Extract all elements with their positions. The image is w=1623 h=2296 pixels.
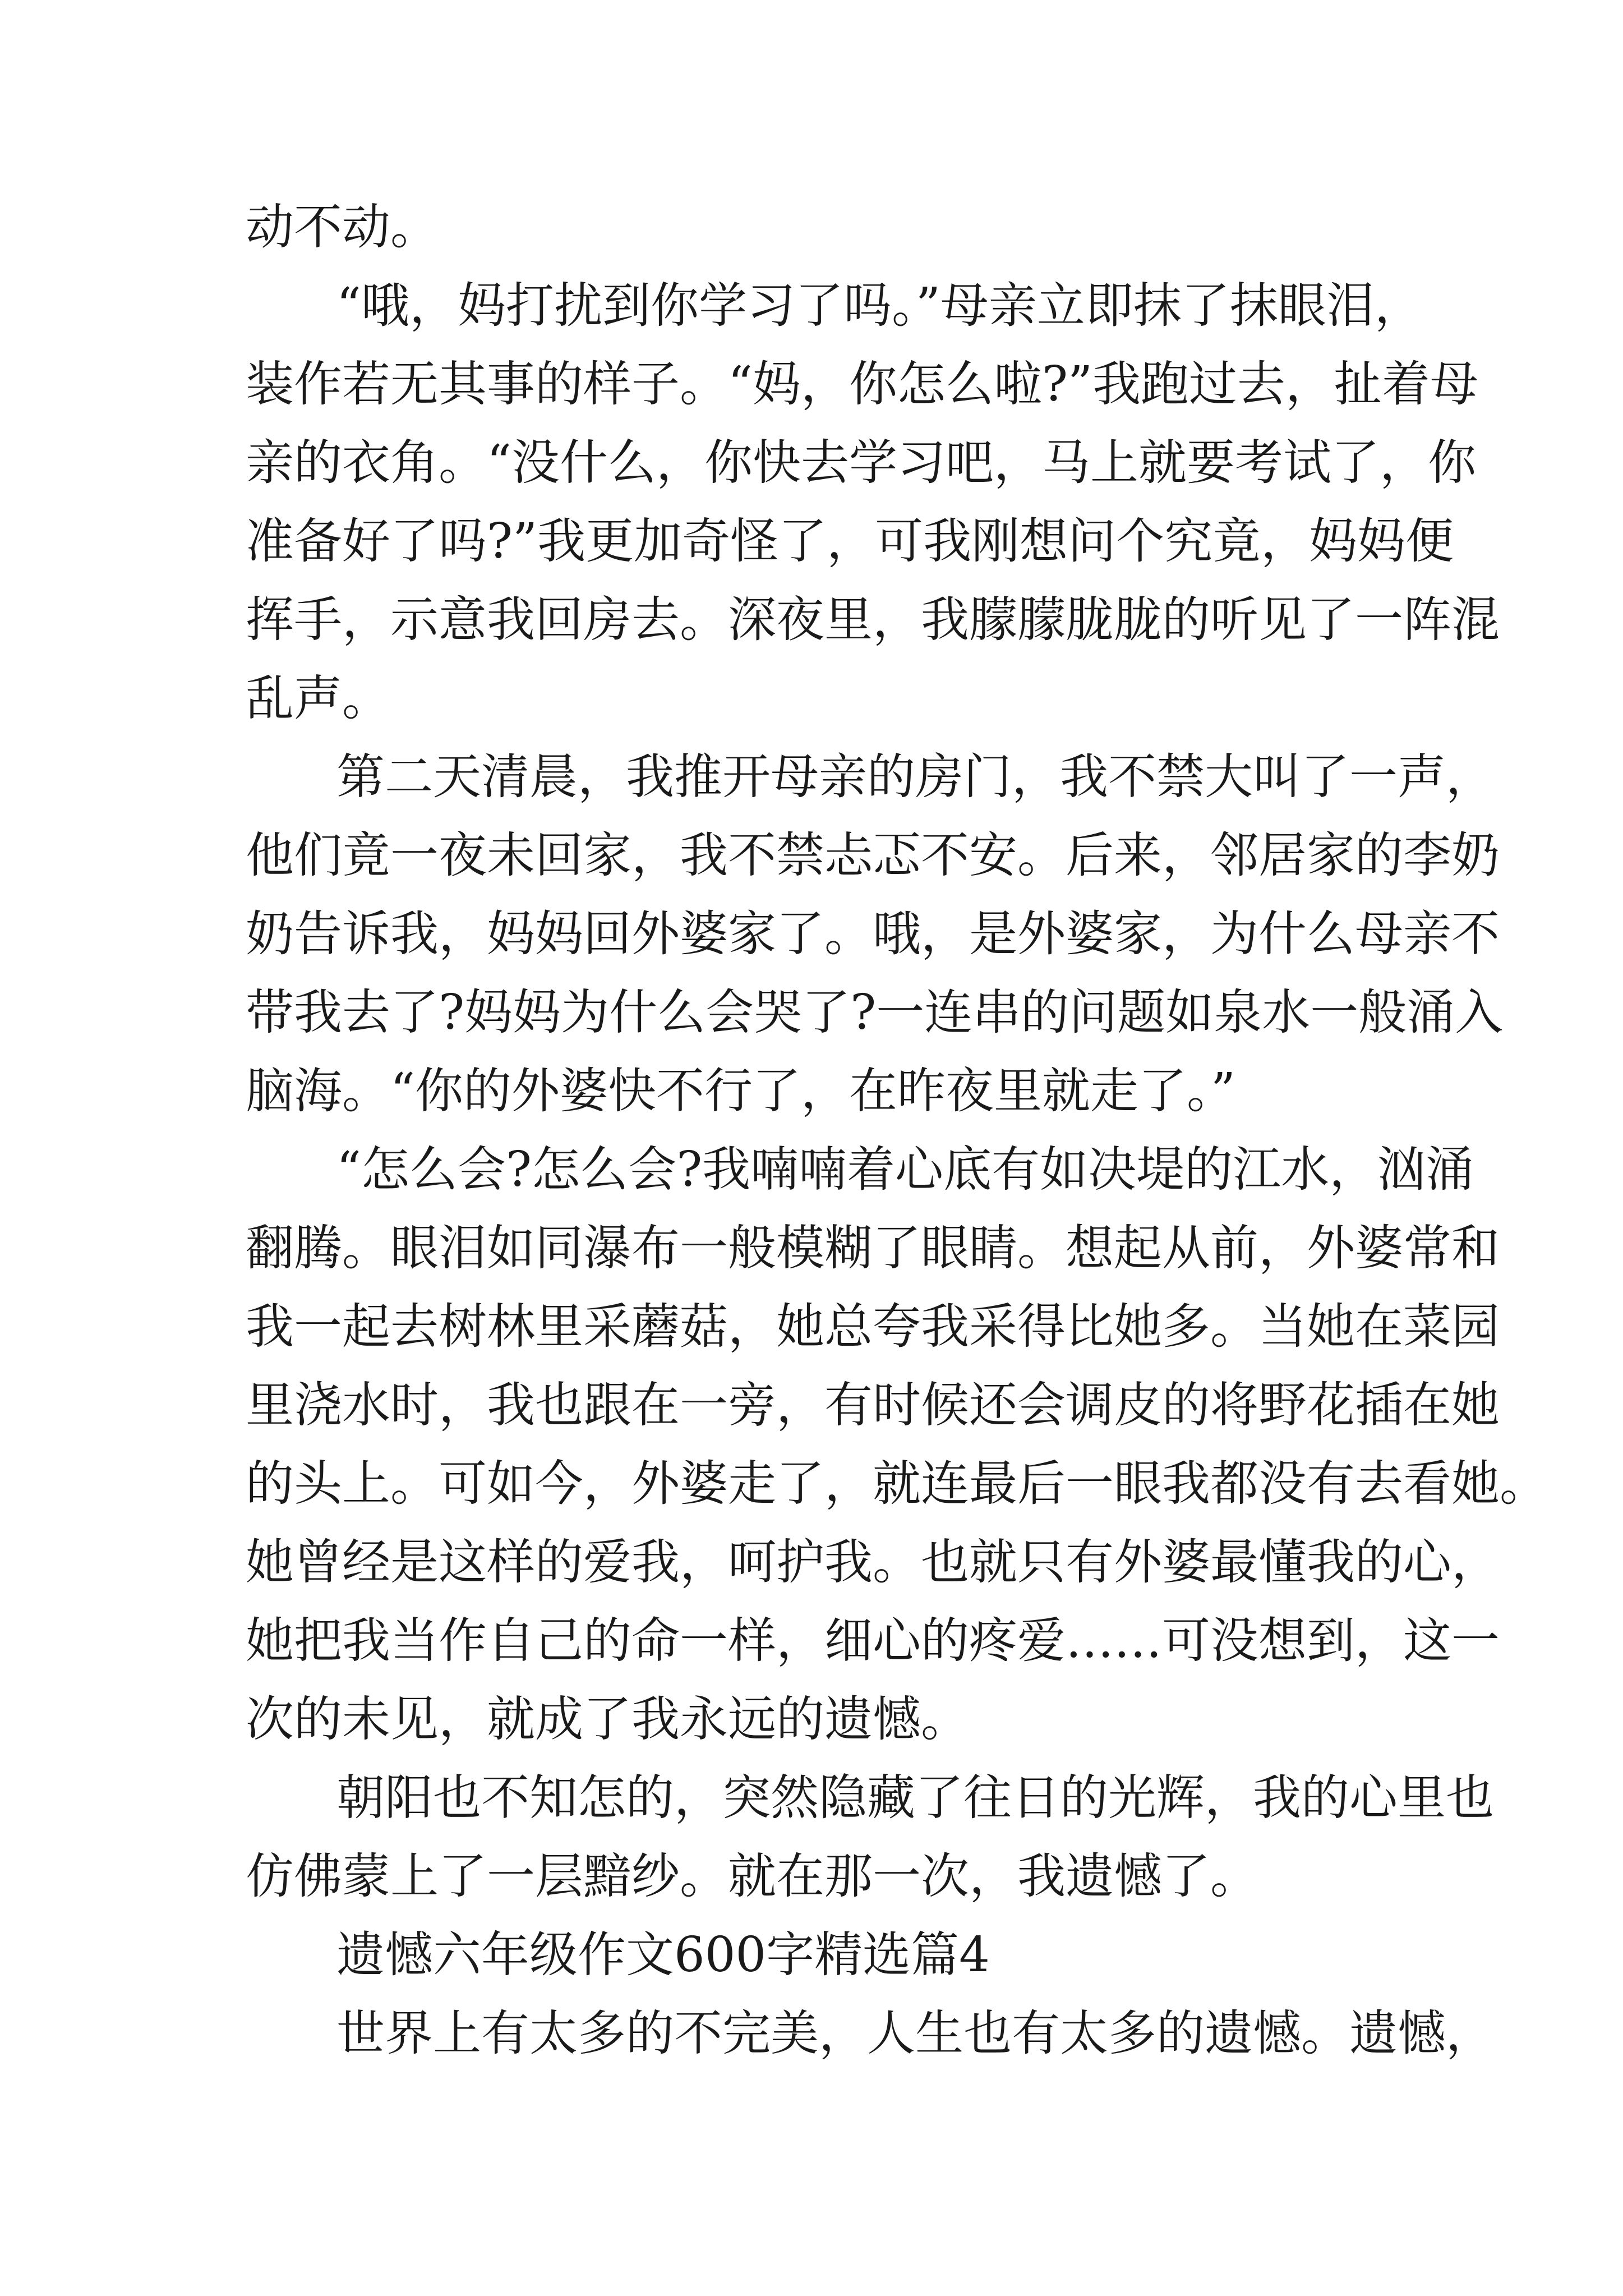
text-line: 装作若无其事的样子。“妈，你怎么啦?”我跑过去，扯着母 — [246, 356, 1479, 412]
text-line: 亲的衣角。“没什么，你快去学习吧，马上就要考试了，你 — [246, 435, 1476, 491]
text-line: 他们竟一夜未回家，我不禁忐忑不安。后来，邻居家的李奶 — [246, 827, 1500, 884]
text-line: 带我去了?妈妈为什么会哭了?一连串的问题如泉水一般涌入 — [246, 984, 1504, 1041]
text-line: 朝阳也不知怎的，突然隐藏了往日的光辉，我的心里也 — [336, 1770, 1494, 1826]
text-line: 世界上有太多的不完美，人生也有太多的遗憾。遗憾， — [336, 2005, 1494, 2062]
text-line: 她把我当作自己的命一样，细心的疼爱……可没想到，这一 — [246, 1613, 1500, 1669]
text-line: 次的未见，就成了我永远的遗憾。 — [246, 1691, 969, 1747]
text-line: 准备好了吗?”我更加奇怪了，可我刚想问个究竟，妈妈便 — [246, 513, 1454, 569]
text-line: 里浇水时，我也跟在一旁，有时候还会调皮的将野花插在她 — [246, 1377, 1500, 1433]
text-line: 我一起去树林里采蘑菇，她总夸我采得比她多。当她在菜园 — [246, 1299, 1500, 1355]
text-line: 的头上。可如今，外婆走了，就连最后一眼我都没有去看她。 — [246, 1456, 1548, 1512]
text-line: 挥手，示意我回房去。深夜里，我朦朦胧胧的听见了一阵混 — [246, 592, 1500, 648]
text-line: 仿佛蒙上了一层黯纱。就在那一次，我遗憾了。 — [246, 1848, 1258, 1904]
text-line: 翻腾。眼泪如同瀑布一般模糊了眼睛。想起从前，外婆常和 — [246, 1220, 1500, 1276]
text-line: 乱声。 — [246, 670, 390, 726]
text-line: 脑海。“你的外婆快不行了，在昨夜里就走了。” — [246, 1063, 1235, 1119]
section-heading: 遗憾六年级作文600字精选篇4 — [336, 1927, 990, 1983]
text-line: 第二天清晨，我推开母亲的房门，我不禁大叫了一声， — [336, 749, 1494, 805]
text-line: 她曾经是这样的爱我，呵护我。也就只有外婆最懂我的心， — [246, 1534, 1500, 1590]
text-line: “哦，妈打扰到你学习了吗。”母亲立即抹了抹眼泪， — [336, 278, 1423, 334]
text-line: “怎么会?怎么会?我喃喃着心底有如决堤的江水，汹涌 — [336, 1142, 1474, 1198]
text-line: 奶告诉我，妈妈回外婆家了。哦，是外婆家，为什么母亲不 — [246, 906, 1500, 962]
text-line: 动不动。 — [246, 199, 439, 255]
